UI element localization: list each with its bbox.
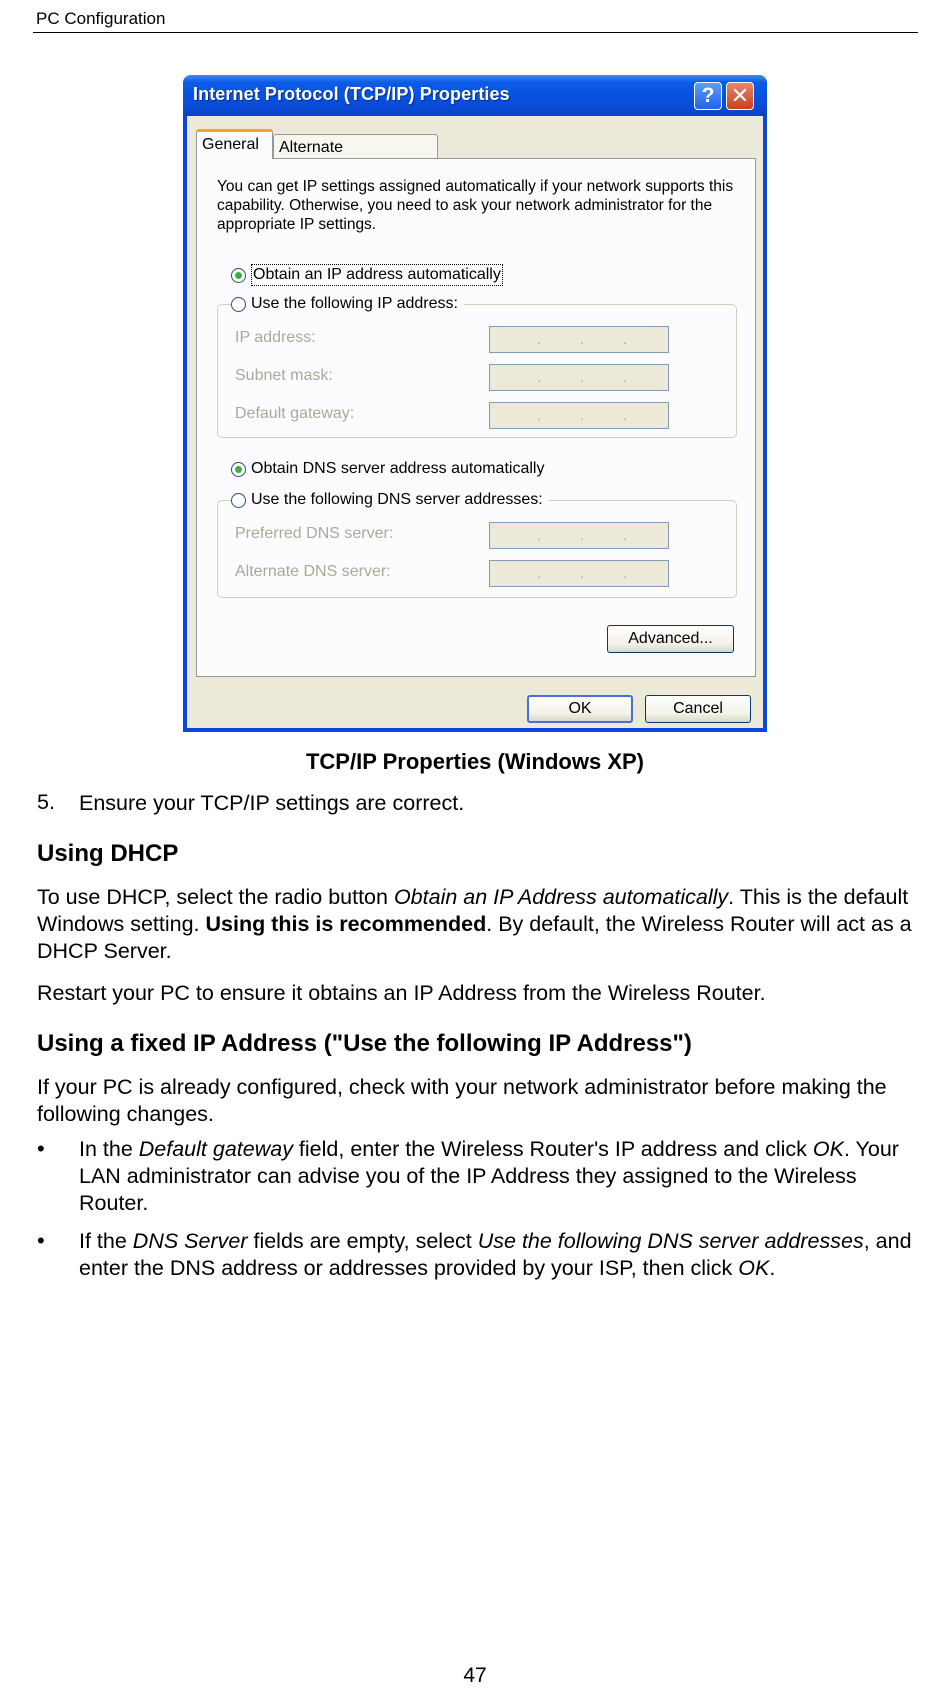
preferred-dns-label: Preferred DNS server: [235,525,394,542]
help-icon[interactable]: ? [694,82,722,110]
running-header: PC Configuration [36,9,166,28]
ok-button[interactable]: OK [527,695,633,723]
step-text: Ensure your TCP/IP settings are correct. [79,791,465,815]
close-icon[interactable]: ✕ [726,82,754,110]
fixed-ip-paragraph: If your PC is already configured, check with your network administrator before making the following changes. [37,1075,887,1126]
dhcp-paragraph-2: Restart your PC to ensure it obtains an IP Address from the Wireless Router. [37,981,766,1005]
bullet-dns-server: If the DNS Server fields are empty, select Use the following DNS server addresses, and enter the DNS address or addresses provided by your ISP, then click OK. [79,1229,912,1280]
subnet-mask-input[interactable]: . . . [489,364,669,391]
dhcp-heading: Using DHCP [37,840,179,867]
step-number: 5. [37,790,55,814]
tcpip-properties-dialog [183,75,767,732]
general-tab-panel [196,158,756,677]
radio-selected-icon [231,268,246,283]
dns-manual-radio[interactable] [231,490,549,510]
tab-alternate-configuration[interactable]: Alternate [273,134,438,160]
page-number: 47 [463,1664,487,1687]
ip-auto-label: Obtain an IP address automatically [251,264,503,286]
dhcp-paragraph-1: To use DHCP, select the radio button Obtain an IP Address automatically. This is the default Windows setting. Using this is recommended. By default, the Wireless Router will act as a DHCP Server. [37,885,912,963]
alternate-dns-input[interactable]: . . . [489,560,669,587]
dialog-title: Internet Protocol (TCP/IP) Properties [193,84,510,104]
cancel-button[interactable]: Cancel [645,695,751,723]
fixed-ip-heading: Using a fixed IP Address ("Use the following IP Address") [37,1030,692,1057]
tab-general[interactable]: General [196,129,273,159]
ip-auto-radio[interactable] [231,264,509,286]
bullet-icon: • [37,1228,45,1253]
dns-auto-label: Obtain DNS server address automatically [251,460,545,477]
alternate-dns-label: Alternate DNS server: [235,563,391,580]
advanced-button[interactable]: Advanced... [607,625,734,653]
radio-unselected-icon [231,493,246,508]
default-gateway-label: Default gateway: [235,405,355,422]
dialog-client-area [187,116,763,728]
header-rule [33,32,918,33]
radio-unselected-icon [231,297,246,312]
dialog-titlebar[interactable] [183,75,767,116]
ip-manual-radio[interactable] [231,294,464,314]
ip-address-label: IP address: [235,329,316,346]
preferred-dns-input[interactable]: . . . [489,522,669,549]
default-gateway-input[interactable]: . . . [489,402,669,429]
ip-manual-label: Use the following IP address: [251,295,458,312]
bullet-default-gateway: In the Default gateway field, enter the Wireless Router's IP address and click OK. Your LAN administrator can advise you of the IP Address they assigned to the Wireless Router. [79,1137,899,1215]
radio-selected-icon [231,462,246,477]
dns-auto-radio[interactable] [231,459,550,479]
dns-manual-label: Use the following DNS server addresses: [251,491,543,508]
bullet-icon: • [37,1136,45,1161]
ip-address-input[interactable]: . . . [489,326,669,353]
intro-text: You can get IP settings assigned automatically if your network supports this capability. Otherwise, you need to ask your network administrator for the appropriate IP settings. [217,178,734,233]
figure-caption: TCP/IP Properties (Windows XP) [305,749,644,774]
subnet-mask-label: Subnet mask: [235,367,333,384]
